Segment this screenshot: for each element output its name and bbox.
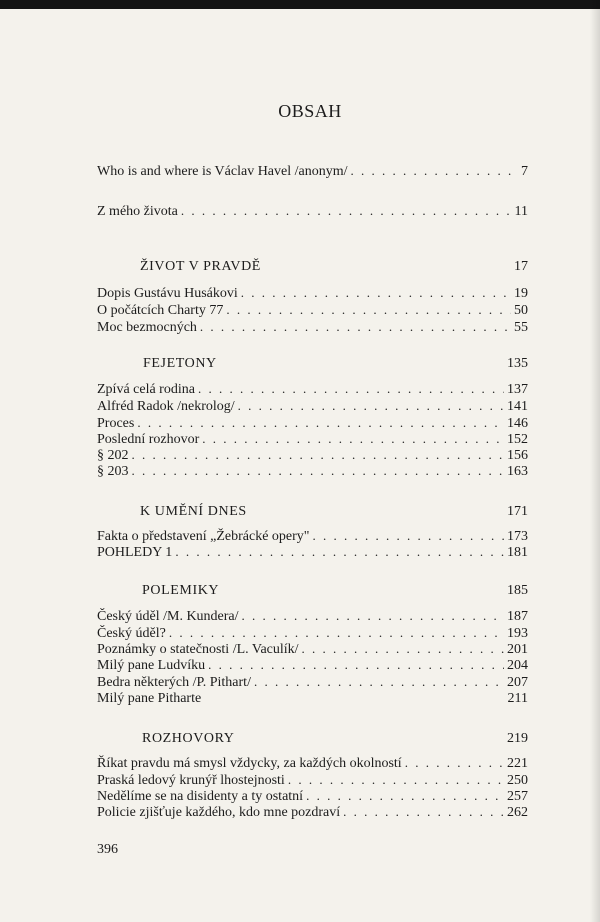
toc-entry-label: Dopis Gustávu Husákovi [97,286,238,301]
dot-leader [241,285,511,301]
dot-leader [302,641,504,657]
dot-leader [226,302,511,318]
toc-entry-label: § 203 [97,464,129,479]
toc-entry-label: Zpívá celá rodina [97,382,195,397]
toc-entry-page: 11 [514,204,528,219]
toc-entry-label: Who is and where is Václav Havel /anonym/ [97,164,348,179]
toc-entry [97,772,528,788]
dot-leader [137,415,504,431]
toc-entry-label: Proces [97,416,135,431]
toc-entry-page: 19 [514,286,528,301]
toc-entry-page: 187 [507,609,528,624]
section-title: FEJETONY [143,356,217,371]
dot-leader [132,447,505,463]
toc-entry-page: 163 [507,464,528,479]
toc-entry-label: Milý pane Pitharte [97,691,202,706]
toc-entry-label: Alfréd Radok /nekrolog/ [97,399,235,414]
dot-leader [198,381,504,397]
toc-entry [97,203,528,219]
toc-entry-label: Fakta o představení „Žebrácké opery" [97,529,310,544]
dot-leader [343,804,504,820]
section-heading [97,259,528,275]
toc-entry [97,447,528,463]
toc-entry [97,625,528,641]
toc-entry-label: POHLEDY 1 [97,545,173,560]
toc-entry [97,788,528,804]
toc-entry-label: Poslední rozhovor [97,432,200,447]
toc-entry-label: Policie zjišťuje každého, kdo mne pozdraví [97,805,341,820]
toc-entry-label: Milý pane Ludvíku [97,658,206,673]
toc-entry [97,674,528,690]
toc-entry-page: 250 [507,773,528,788]
section-page: 17 [514,259,528,274]
toc-entry [97,398,528,414]
toc-entry [97,528,528,544]
section-page: 135 [507,356,528,371]
toc-entry-label: O počátcích Charty 77 [97,303,224,318]
toc-entry-page: 156 [507,448,528,463]
section-page: 219 [507,731,528,746]
toc-entry-page: 257 [507,789,528,804]
toc-entry-label: Poznámky o statečnosti /L. Vaculík/ [97,642,299,657]
dot-leader [288,772,504,788]
toc-entry [97,163,528,179]
toc-entry [97,804,528,820]
dot-leader [306,788,504,804]
dot-leader [181,203,512,219]
toc-entry-label: § 202 [97,448,129,463]
section-heading [97,504,528,520]
toc-entry [97,657,528,673]
toc-entry-page: 7 [521,164,528,179]
toc-entry-label: Říkat pravdu má smysl vždycky, za každých okolností [97,756,402,771]
toc-entry [97,319,528,335]
section-heading [97,356,528,372]
dot-leader [238,398,504,414]
dot-leader [405,755,504,771]
page-top-edge [0,0,600,9]
toc-entry-page: 262 [507,805,528,820]
dot-leader [351,163,518,179]
toc-entry-label: Český úděl /M. Kundera/ [97,609,239,624]
toc-entry-label: Český úděl? [97,626,166,641]
toc-entry-page: 211 [507,691,528,706]
toc-entry [97,755,528,771]
dot-leader [200,319,511,335]
dot-leader [169,625,504,641]
section-heading [97,583,528,599]
toc-entry-page: 50 [514,303,528,318]
toc-entry-page: 193 [507,626,528,641]
dot-leader [175,544,504,560]
toc-entry [97,381,528,397]
toc-entry-page: 173 [507,529,528,544]
toc-entry-page: 201 [507,642,528,657]
section-page: 171 [507,504,528,519]
page-title: OBSAH [278,101,342,121]
dot-leader [242,608,504,624]
toc-entry-page: 146 [507,416,528,431]
toc-entry-label: Z mého života [97,204,178,219]
toc-entry [97,415,528,431]
toc-entry-page: 181 [507,545,528,560]
toc-entry [97,608,528,624]
toc-entry [97,544,528,560]
section-title: ROZHOVORY [142,731,235,746]
dot-leader [313,528,504,544]
toc-entry-page: 137 [507,382,528,397]
toc-entry [97,302,528,318]
toc-entry [97,431,528,447]
toc-entry-label: Moc bezmocných [97,320,197,335]
toc-entry [97,641,528,657]
section-title: POLEMIKY [142,583,220,598]
toc-entry-page: 221 [507,756,528,771]
toc-entry [97,463,528,479]
toc-entry-label: Bedra některých /P. Pithart/ [97,675,251,690]
page-shadow [590,0,600,922]
toc-entry-label: Nedělíme se na disidenty a ty ostatní [97,789,304,804]
dot-leader [202,431,504,447]
toc-entry-label: Praská ledový krunýř lhostejnosti [97,773,285,788]
dot-leader [208,657,504,673]
section-heading [97,731,528,747]
toc-entry-page: 204 [507,658,528,673]
toc-entry-page: 141 [507,399,528,414]
section-title: ŽIVOT V PRAVDĚ [140,259,261,274]
toc-entry-page: 152 [507,432,528,447]
toc-entry-page: 207 [507,675,528,690]
dot-leader [132,463,505,479]
section-page: 185 [507,583,528,598]
page-number: 396 [97,842,118,857]
dot-leader [254,674,504,690]
toc-entry [97,285,528,301]
toc-entry [97,690,528,706]
section-title: K UMĚNÍ DNES [140,504,247,519]
toc-entry-page: 55 [514,320,528,335]
